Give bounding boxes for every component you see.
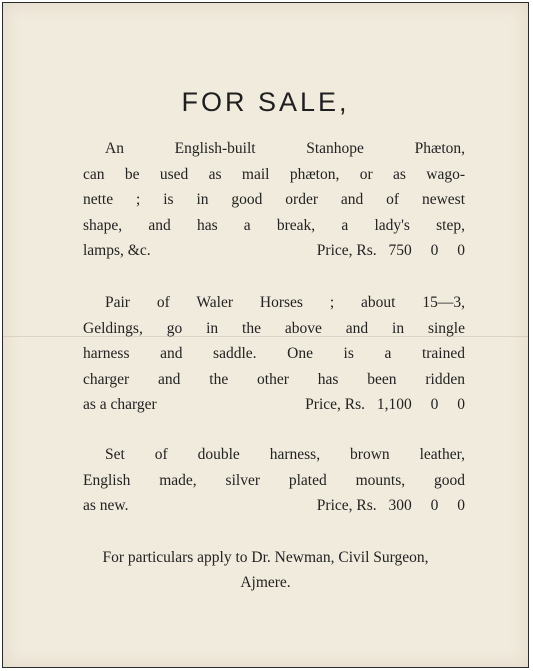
price-annas: 0 [430,396,439,413]
item-line: Pair of Waler Horses ; about 15—3, [105,294,465,311]
price-annas: 0 [430,497,439,514]
item-line: can be used as mail phæton, or as wago- [83,165,465,183]
item-line: An English-built Stanhope Phæton, [105,140,465,157]
item-line: as new. [83,497,129,514]
contact-footer [3,545,528,595]
price-label: Price, Rs. [305,396,365,413]
item-line: Geldings, go in the above and in single [83,319,465,337]
price [317,238,465,264]
price [317,493,465,519]
price-pies: 0 [457,497,465,514]
price-rupees: 300 [388,497,412,514]
contact-place: Ajmere. [240,574,291,591]
price-pies: 0 [457,242,465,259]
item-last-line [83,238,465,264]
item-last-line [83,392,465,418]
item-line: shape, and has a break, a lady's step, [83,216,465,234]
price-rupees: 1,100 [376,396,412,413]
price-pies: 0 [457,396,465,413]
item-last-line [83,493,465,519]
contact-line: For particulars apply to Dr. Newman, Civil Surgeon, [102,549,429,566]
item-horses [83,290,465,418]
price-label: Price, Rs. [316,497,377,514]
price-annas: 0 [430,242,439,259]
item-line: nette ; is in good order and of newest [83,191,465,208]
item-line: Set of double harness, brown leather, [105,446,465,463]
item-phaeton [83,136,465,264]
page-title: FOR SALE, [181,87,350,117]
item-line: English made, silver plated mounts, good [83,471,465,489]
item-line: lamps, &c. [83,242,151,259]
item-line: harness and saddle. One is a trained [83,345,465,362]
price-label: Price, Rs. [316,242,377,259]
handbill-sheet [2,2,529,668]
price [305,392,465,418]
item-line: charger and the other has been ridden [83,370,465,388]
price-rupees: 750 [388,242,412,259]
item-harness [83,442,465,519]
item-line: as a charger [83,396,157,413]
